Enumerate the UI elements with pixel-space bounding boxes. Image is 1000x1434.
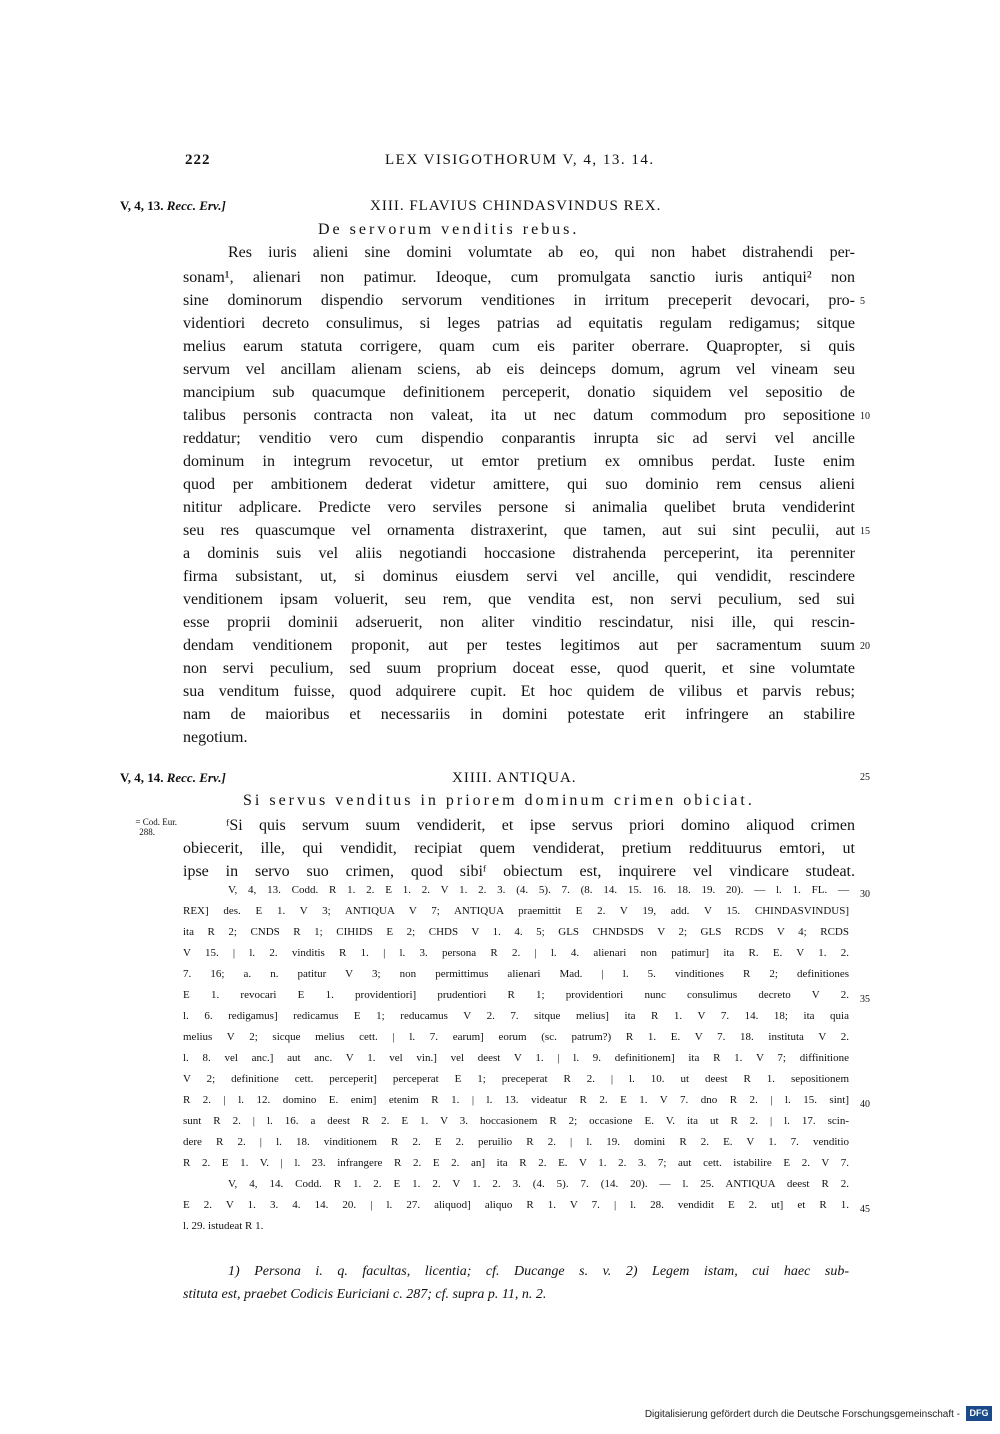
text-line: firma subsistant, ut, si dominus eiusdem servi vel ancille, qui vendidit, rescindere [183,568,855,585]
apparatus-line: l. 29. istudeat R 1. [183,1220,264,1232]
text-line: videntiori decreto consulimus, si leges patrias ad equitatis regulam redigamus; sitque [183,315,855,332]
digitization-credit: Digitalisierung gefördert durch die Deutsche Forschungsgemeinschaft - [644,1409,960,1420]
line-number: 20 [860,641,870,652]
line-number: 10 [860,411,870,422]
law14-subtitle: Si servus venditus in priorem dominum crimen obiciat. [243,792,755,809]
text-line: esse proprii dominii adseruerit, non aliter vinditio rescindatur, nisi ille, qui rescin- [183,614,855,631]
line-number: 15 [860,526,870,537]
apparatus-line: E 1. revocari E 1. providentiori] prudentiori R 1; providentiori nunc consulimus decreto V 2. [183,989,849,1001]
apparatus-line: V, 4, 14. Codd. R 1. 2. E 1. 2. V 1. 2. 3. (4. 5). 7. (14. 20). — l. 25. ANTIQUA deest R 2. [228,1178,849,1190]
text-line: ᶠSi quis servum suum vendiderit, et ipse servus priori domino aliquod crimen [226,817,855,834]
page-number: 222 [185,152,211,168]
text-line: sua venditum fuisse, quod adquirere cupit. Et hoc quidem de vilibus et parvis rebus; [183,683,855,700]
line-number: 30 [860,889,870,900]
text-line: Res iuris alieni sine domini volumtate ab eo, qui non habet distrahendi per- [228,244,855,261]
text-line: mancipium sub quacumque definitionem perceperit, donatio siquidem vel sepositio de [183,384,855,401]
apparatus-line: R 2. E 1. V. | l. 23. infrangere R 2. E 2. an] ita R 2. E. V 1. 2. 3. 7; aut cett. istabilire E 2. V 7. [183,1157,849,1169]
text-line: sonam¹, alienari non patimur. Ideoque, cum promulgata sanctio iuris antiqui² non [183,269,855,286]
text-line: negotium. [183,729,248,746]
line-number: 35 [860,994,870,1005]
apparatus-line: REX] des. E 1. V 3; ANTIQUA V 7; ANTIQUA praemittit E 2. V 19, add. V 15. CHINDASVINDUS] [183,905,849,917]
apparatus-line: sunt R 2. | l. 16. a deest R 2. E 1. V 3. hoccasionem R 2; occasione E. V. ita ut R 2. | l. 17. scin- [183,1115,849,1127]
apparatus-line: 7. 16; a. n. patitur V 3; non permittimus alienari Mad. | l. 5. vinditiones R 2; definitiones [183,968,849,980]
line-number: 40 [860,1099,870,1110]
text-line: servum vel ancillam alienam sciens, ab eis deinceps domum, agrum vel vineam seu [183,361,855,378]
text-line: melius earum statuta corrigere, quam cum eis pariter oberrare. Quapropter, si quis [183,338,855,355]
margin-note: = Cod. Eur. 288. [135,817,177,837]
line-number: 25 [860,772,870,783]
text-line: nam de maioribus et necessariis in domini potestate erit infringere an stabilire [183,706,855,723]
running-title: LEX VISIGOTHORUM V, 4, 13. 14. [385,152,655,168]
text-line: sine dominorum dispendio servorum venditiones in irritum preceperit devocari, pro- [183,292,855,309]
text-line: reddatur; venditio vero cum dispendio conparantis inrupta sic ad servi vel ancille [183,430,855,447]
text-line: talibus personis contracta non valeat, ita ut nec datum commodum pro sepositione [183,407,855,424]
law14-heading: XIIII. ANTIQUA. [452,770,577,786]
apparatus-line: E 2. V 1. 3. 4. 14. 20. | l. 27. aliquod] aliquo R 1. V 7. | l. 28. vendidit E 2. ut] et R 1. [183,1199,849,1211]
text-line: quod per ambitionem dederat videtur amittere, qui suo dominio rem census alieni [183,476,855,493]
apparatus-line: V 2; definitione cett. perceperit] perceperat E 1; preceperat R 2. | l. 10. ut deest R 1. sepositionem [183,1073,849,1085]
apparatus-line: l. 8. vel anc.] aut anc. V 1. vel vin.] vel deest V 1. | l. 9. definitionem] ita R 1. V 7; diffinitione [183,1052,849,1064]
apparatus-line: V 15. | l. 2. vinditis R 1. | l. 3. persona R 2. | l. 4. alienari non patimur] ita R. E. V 1. 2. [183,947,849,959]
apparatus-line: ita R 2; CNDS R 1; CIHIDS E 2; CHDS V 1. 4. 5; GLS CHNDSDS V 2; GLS RCDS V 4; RCDS [183,926,849,938]
line-number: 45 [860,1204,870,1215]
apparatus-line: melius V 2; sicque melius cett. | l. 7. earum] eorum (sc. patrum?) R 1. E. V 7. 18. instituta V 2. [183,1031,849,1043]
text-line: ipse in servo suo crimen, quod sibiᶠ obiectum est, inquirere vel vindicare studeat. [183,863,855,880]
apparatus-line: V, 4, 13. Codd. R 1. 2. E 1. 2. V 1. 2. 3. (4. 5). 7. (8. 14. 15. 16. 18. 19. 20). — l. 1. FL. — [228,884,849,896]
law13-side-reference: V, 4, 13. Recc. Erv.] [120,198,226,213]
text-line: dendam venditionem proponit, aut per testes legitimos aut per sacramentum suum [183,637,855,654]
apparatus-line: l. 6. redigamus] redicamus E 1; reducamus V 2. 7. sitque melius] ita R 1. V 7. 14. 18; ita quia [183,1010,849,1022]
text-line: a dominis suis vel aliis negotiandi hoccasione distrahenda perceperint, ita perenniter [183,545,855,562]
law14-side-reference: V, 4, 14. Recc. Erv.] [120,770,226,785]
apparatus-line: R 2. | l. 12. domino E. enim] etenim R 1. | l. 13. videatur R 2. E 1. V 7. dno R 2. | l. 15. sint] [183,1094,849,1106]
text-line: obiecerit, ille, qui vendidit, recipiat quem vendiderat, pretium reddituurus emtori, ut [183,840,855,857]
text-line: non servi peculium, sed suum proprium doceat esse, quod querit, et sine volumtate [183,660,855,677]
footnote-line: stituta est, praebet Codicis Euriciani c. 287; cf. supra p. 11, n. 2. [183,1287,547,1302]
text-line: seu res quascumque vel ornamenta distraxerint, que tamen, aut sui sint peculii, aut [183,522,855,539]
law13-heading: XIII. FLAVIUS CHINDASVINDUS REX. [370,198,662,214]
law13-subtitle: De servorum venditis rebus. [318,221,580,238]
text-line: dominum in integrum revocetur, ut emtor pretium ex omnibus perdat. Iuste enim [183,453,855,470]
apparatus-line: dere R 2. | l. 18. vinditionem R 2. E 2. peruilio R 2. | l. 19. domini R 2. E. V 1. 7. venditio [183,1136,849,1148]
footnote-line: 1) Persona i. q. facultas, licentia; cf. Ducange s. v. 2) Legem istam, cui haec sub- [228,1264,849,1279]
text-line: nititur adplicare. Predicte vero serviles persone si animalia quelibet bruta vendiderint [183,499,855,516]
line-number: 5 [860,296,865,307]
text-line: venditionem ipsam voluerit, seu rem, que vendita est, non servi peculium, sed sui [183,591,855,608]
dfg-logo: DFG [966,1406,992,1421]
